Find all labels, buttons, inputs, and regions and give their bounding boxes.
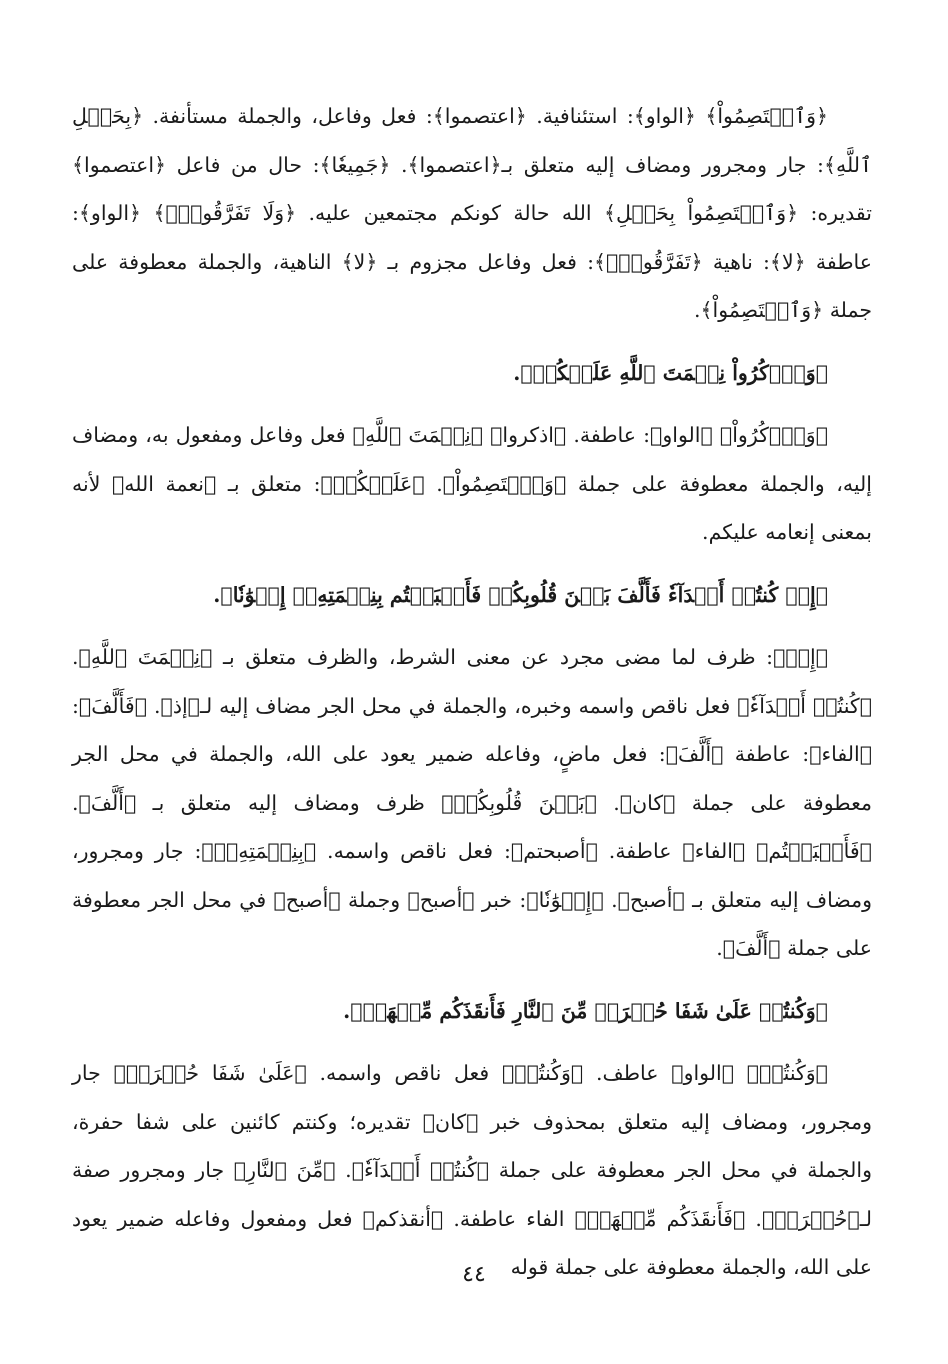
- spacer: [72, 557, 872, 571]
- page-number: ٤٤: [462, 1262, 486, 1287]
- spacer: [72, 619, 872, 633]
- verse-heading-1: ﴿وَٱذۡكُرُواْ نِعۡمَتَ ٱللَّهِ عَلَيۡكُمۡ﴾.: [513, 360, 828, 385]
- spacer: [72, 1035, 872, 1049]
- verse-heading-2: ﴿إِذۡ كُنتُمۡ أَعۡدَآءٗ فَأَلَّفَ بَيۡنَ قُلُوبِكُمۡ فَأَصۡبَحۡتُم بِنِعۡمَتِهِۦٓ إِخۡوَٰنٗا﴾.: [213, 582, 828, 607]
- paragraph-2: ﴿وَٱذۡكُرُواْ﴾ ﴿الواو﴾: عاطفة. ﴿اذكروا﴾ ﴿نِعۡمَتَ ٱللَّهِ﴾ فعل وفاعل ومفعول به، ومضاف إليه، والجملة معطوفة على جملة ﴿وَٱعۡتَصِمُواْ﴾. ﴿عَلَيۡكُمۡ﴾: متعلق بـ ﴿نعمة الله﴾ لأنه بمعنى إنعامه عليكم.: [72, 423, 872, 544]
- verse-heading-3: ﴿وَكُنتُمۡ عَلَىٰ شَفَا حُفۡرَةٖ مِّنَ ٱلنَّارِ فَأَنقَذَكُم مِّنۡهَاۗ﴾.: [343, 998, 828, 1023]
- spacer: [72, 397, 872, 411]
- paragraph-3: ﴿إِذۡ﴾: ظرف لما مضى مجرد عن معنى الشرط، والظرف متعلق بـ ﴿نِعۡمَتَ ٱللَّهِ﴾. ﴿كُنتُمۡ أَعۡدَآءٗ﴾ فعل ناقص واسمه وخبره، والجملة في محل الجر مضاف إليه لـ﴿إذ﴾. ﴿فَأَلَّفَ﴾: ﴿الفاء﴾: عاطفة ﴿أَلَّفَ﴾: فعل ماضٍ، وفاعله ضمير يعود على الله، والجملة في محل الجر معطوفة على جملة ﴿كان﴾. ﴿بَيۡنَ قُلُوبِكُمۡ﴾ ظرف ومضاف إليه متعلق بـ ﴿أَلَّفَ﴾. ﴿فَأَصۡبَحۡتُم﴾ ﴿الفاء﴾ عاطفة. ﴿أصبحتم﴾: فعل ناقص واسمه. ﴿بِنِعۡمَتِهِۦٓ﴾: جار ومجرور، ومضاف إليه متعلق بـ ﴿أصبح﴾. ﴿إِخۡوَٰنٗا﴾: خبر ﴿أصبح﴾ وجملة ﴿أصبح﴾ في محل الجر معطوفة على جملة ﴿أَلَّفَ﴾.: [72, 645, 872, 960]
- paragraph-4: ﴿وَكُنتُمۡ﴾ ﴿الواو﴾ عاطف. ﴿وَكُنتُمۡ﴾ فعل ناقص واسمه. ﴿عَلَىٰ شَفَا حُفۡرَةٖ﴾ جار ومجرور، ومضاف إليه متعلق بمحذوف خبر ﴿كان﴾ تقديره؛ وكنتم كائنين على شفا حفرة، والجملة في محل الجر معطوفة على جملة ﴿كُنتُمۡ أَعۡدَآءٗ﴾. ﴿مِّنَ ٱلنَّارِ﴾ جار ومجرور صفة لـ﴿حُفۡرَةٖ﴾. ﴿فَأَنقَذَكُم مِّنۡهَاۗ﴾ الفاء عاطفة. ﴿أنقذكم﴾ فعل ومفعول وفاعله ضمير يعود على الله، والجملة معطوفة على جملة قوله: [72, 1061, 872, 1279]
- page-body: [72, 92, 872, 1292]
- spacer: [72, 335, 872, 349]
- paragraph-1: ﴿وَٱعۡتَصِمُواْ﴾ ﴿الواو﴾: استئنافية. ﴿اعتصموا﴾: فعل وفاعل، والجملة مستأنفة. ﴿بِحَبۡلِ ٱللَّهِ﴾: جار ومجرور ومضاف إليه متعلق بـ﴿اعتصموا﴾. ﴿جَمِيعٗا﴾: حال من فاعل ﴿اعتصموا﴾ تقديره: ﴿وَٱعۡتَصِمُواْ بِحَبۡلِ﴾ الله حالة كونكم مجتمعين عليه. ﴿وَلَا تَفَرَّقُواْۚ﴾ ﴿الواو﴾: عاطفة ﴿لا﴾: ناهية ﴿تَفَرَّقُواْۚ﴾: فعل وفاعل مجزوم بـ ﴿لا﴾ الناهية، والجملة معطوفة على جملة ﴿وَٱعۡتَصِمُواْ﴾.: [72, 104, 872, 322]
- spacer: [72, 973, 872, 987]
